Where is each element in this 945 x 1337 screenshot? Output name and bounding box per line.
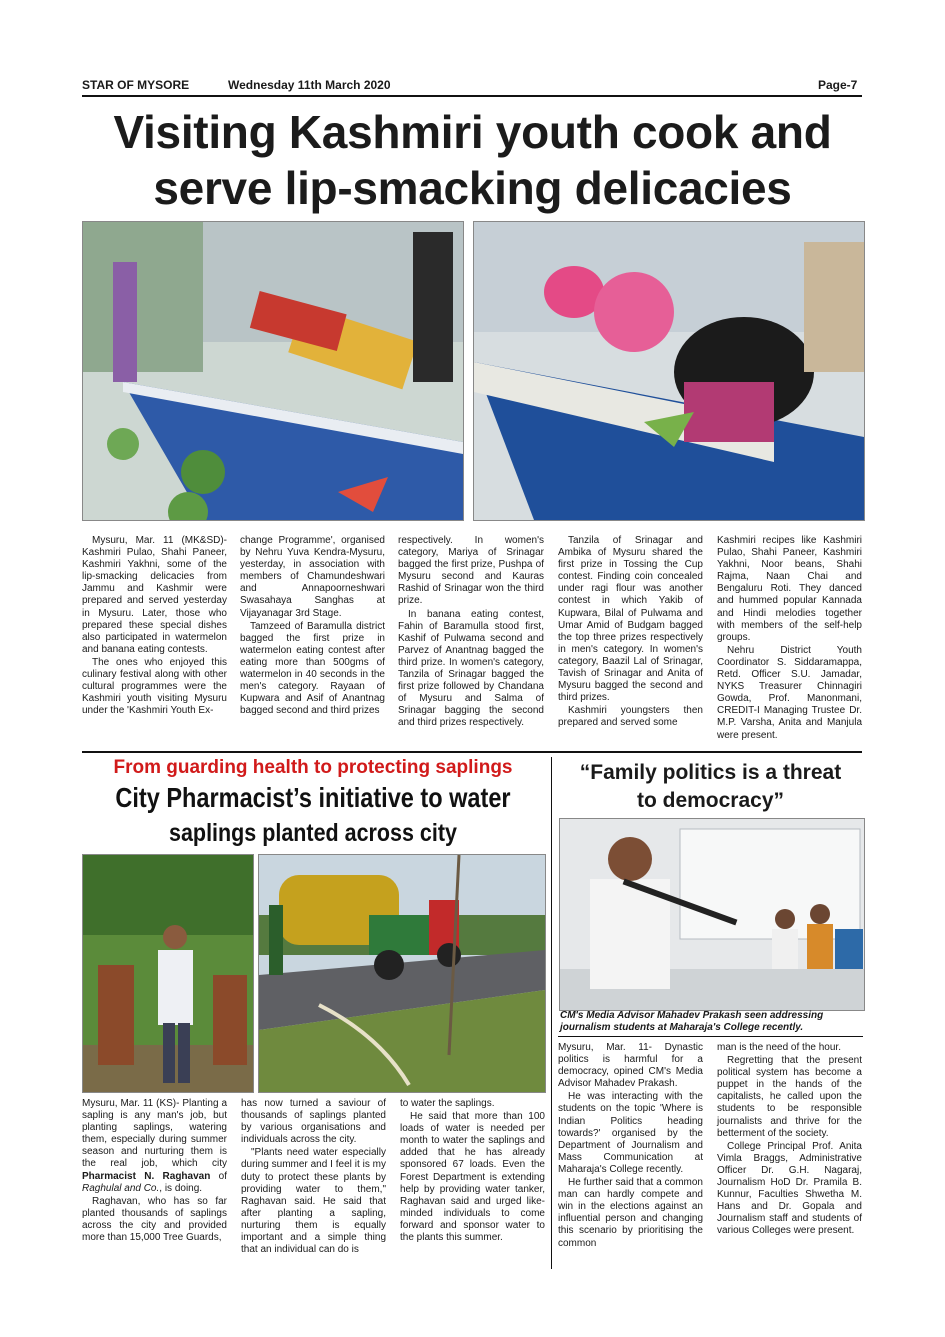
story2-headline-line2: saplings planted across city: [169, 819, 457, 847]
story2-col1-bold-name: Pharmacist N. Raghavan: [82, 1170, 211, 1182]
story3-col1-para2: He was interacting with the students on the topic 'Where is Indian Politics heading towards?' organised by the Department of Journalism and Mass Communication at Maharaja's College recently.: [558, 1091, 703, 1175]
story3-photo-caption: CM's Media Advisor Mahadev Prakash seen addressing journalism students at Maharaja's College recently.: [560, 1010, 824, 1033]
story1-col5-para1: Kashmiri recipes like Kashmiri Pulao, Shahi Paneer, Kashmiri Yakhni, Noor beans, Shahi Rajma, Naan Chai and Bengaluru Roti. They danced and hummed popular Kannada and Hindi melodies together with members of the self-help groups.: [717, 535, 862, 643]
story3-column-1: [558, 1042, 703, 1250]
story1-col1-para1: Mysuru, Mar. 11 (MK&SD)- Kashmiri Pulao, Shahi Paneer, Kashmiri Yakhni, some of the lip-smacking delicacies from Jammu and Kashmir were prepared and served yesterday in Mysuru. Later, those who prepared these special dishes also participated in watermelon and banana eating contests.: [82, 535, 227, 655]
story3-col1-para3: He further said that a common man can hardly compete and win in the elections against an influential person and changing this scenario by prioritising the common: [558, 1177, 703, 1249]
story2-col2-para1: has now turned a saviour of thousands of saplings planted by various organisations and individuals across the city.: [241, 1098, 386, 1146]
page-number: Page-7: [818, 78, 858, 92]
issue-date: Wednesday 11th March 2020: [228, 78, 391, 92]
story1-col3-para1: respectively. In women's category, Mariya of Srinagar bagged the first prize, Pushpa of Mysuru second and Kauras Rashid of Srinagar won the third prize.: [398, 535, 544, 607]
story3-column-2: [717, 1042, 862, 1238]
story1-col4-para2: Kashmiri youngsters then prepared and served some: [558, 705, 703, 729]
publication-name: STAR OF MYSORE: [82, 78, 190, 92]
story1-col2-para1: change Programme', organised by Nehru Yuva Kendra-Mysuru, yesterday, in association with members of Chamundeshwari and Annapoorneshwari Swasahaya Sanghas at Vijayanagar 3rd Stage.: [240, 535, 385, 619]
story2-col3-para2: He said that more than 100 loads of water is needed per month to water the saplings and added that he has already sponsored 67 loads. Even the Forest Department is extending help by providing water tanker, Raghavan said and urged like-minded individuals to come forward and sponsor water to the plants this summer.: [400, 1111, 545, 1244]
story2-col1-text-c: , is doing.: [159, 1182, 203, 1194]
story1-column-5: [717, 535, 862, 742]
story1-headline-line1: Visiting Kashmiri youth cook and: [113, 106, 832, 158]
story2-column-1: [82, 1098, 227, 1244]
watermelon-contest-women-photo: [473, 221, 865, 521]
story3-col2-para3: College Principal Prof. Anita Vimla Braggs, Administrative Officer Dr. G.H. Nagaraj, Journalism HoD Dr. Pramila B. Kunnur, Faculties Shwetha M. Hans and Dr. Gopala and Journalism staff and students of various Colleges were present.: [717, 1140, 862, 1237]
story1-column-2: [240, 535, 385, 717]
story2-kicker: From guarding health to protecting saplings: [113, 757, 513, 778]
story1-col2-para2: Tamzeed of Baramulla district bagged the first prize in watermelon eating contest after eating more than 500gms of watermelon in 40 seconds in the men's category. Rayaan of Kupwara and Asif of Anantnag bagged second and third prizes: [240, 620, 385, 717]
story1-headline-line2: serve lip-smacking delicacies: [153, 162, 792, 214]
story2-col1-para2: Raghavan, who has so far planted thousands of saplings across the city and provided more than 15,000 Tree Guards,: [82, 1195, 227, 1244]
story3-headline-line2: to democracy”: [636, 789, 785, 812]
pharmacist-raghavan-photo: [82, 854, 254, 1093]
watermelon-contest-men-photo: [82, 221, 464, 521]
story2-col1-text-a: Mysuru, Mar. 11 (KS)- Planting a sapling is any man's job, but planting saplings, watering them, especially during summer season and nurturing them is the real job, which city: [82, 1098, 227, 1170]
story2-col1-text-b: of: [210, 1170, 227, 1182]
header-rule: [82, 95, 862, 97]
story2-column-2: [241, 1098, 386, 1256]
story2-col3-para1: to water the saplings.: [400, 1098, 495, 1109]
story2-col1-para1: [82, 1098, 227, 1195]
section-divider: [82, 751, 862, 753]
story3-headline-line1: “Family politics is a threat: [579, 761, 842, 784]
story3-headline: [558, 759, 863, 815]
mahadev-prakash-address-photo: [559, 818, 865, 1011]
caption-rule: [558, 1036, 863, 1037]
story1-col3-para2: In banana eating contest, Fahin of Baramulla stood first, Kashif of Pulwama second and Parvez of Anantnag bagged the third prize. In women's category, Tanzila of Srinagar bagged the first prize followed by Chandana of Mysuru and Salma of Srinagar bagging the second and third prizes respectively.: [398, 608, 544, 729]
story2-column-3: [400, 1098, 545, 1244]
story3-col2-para2: Regretting that the present political system has become a puppet in the hands of the capitalists, he called upon the students to be responsible journalists and thrive for the betterment of the society.: [717, 1055, 862, 1139]
story1-column-3: [398, 535, 544, 730]
story1-col5-para2: Nehru District Youth Coordinator S. Siddaramappa, Retd. Officer S.U. Jamadar, NYKS Treasurer Chinnagiri Gowda, Prof. Manonmani, CREDIT-I Managing Trustee Dr. M.P. Varsha, Anita and Manjula were present.: [717, 644, 862, 741]
column-divider: [551, 757, 552, 1269]
story2-col2-para2: "Plants need water especially during summer and I feel it is my duty to protect these plants by providing water to them," Raghavan said. He said that after planting a sapling, nurturing them is equally important and a simple thing that an individual can do is: [241, 1147, 386, 1256]
story3-col2-para1: man is the need of the hour.: [717, 1042, 841, 1053]
story1-col1-para2: The ones who enjoyed this culinary festival along with other cultural programmes were the Kashmiri youth visiting Mysuru under the 'Kashmiri Youth Ex-: [82, 656, 227, 717]
story2-col1-italic-firm: Raghulal and Co.: [82, 1182, 160, 1194]
story1-column-1: [82, 535, 227, 717]
story3-col1-para1: Mysuru, Mar. 11- Dynastic politics is harmful for a democracy, opined CM's Media Advisor Mahadev Prakash.: [558, 1042, 703, 1090]
water-tanker-saplings-photo: [258, 854, 546, 1093]
story2-headline-line1: City Pharmacist’s initiative to water: [115, 782, 511, 813]
story1-col4-para1: Tanzila of Srinagar and Ambika of Mysuru shared the first prize in Tossing the Cup contest. Finding coin concealed under ragi flour was another contest in which Yakib of Kupwara, Bilal of Pulwama and Umar Amid of Budgam bagged the top three prizes respectively in men's category. In women's category, Baazil Lal of Srinagar, Tavish of Srinagar and Anita of Mysuru bagged the second and third prizes.: [558, 535, 703, 704]
story1-column-4: [558, 535, 703, 730]
